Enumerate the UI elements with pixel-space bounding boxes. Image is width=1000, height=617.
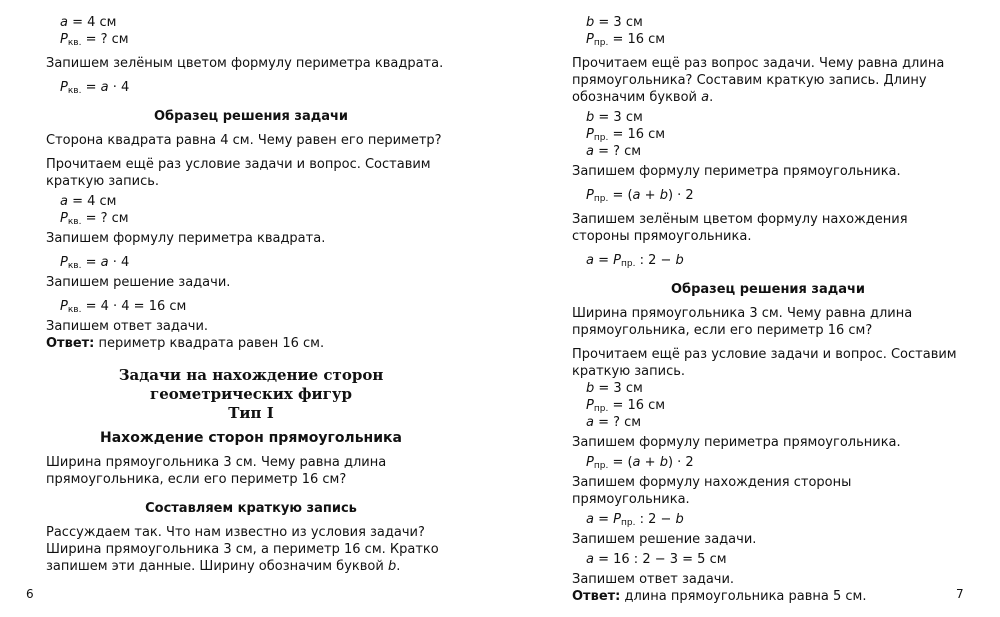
subscript: пр.: [593, 38, 609, 48]
variable: a: [632, 455, 641, 470]
answer-text: длина прямоугольника равна 5 см.: [620, 589, 867, 604]
variable: a: [586, 552, 594, 567]
operator: = (: [608, 455, 633, 470]
value: = 4 см: [67, 15, 117, 30]
text: .: [709, 90, 714, 105]
paragraph: Прочитаем ещё раз условие задачи и вопрос. Составим краткую запись.: [46, 157, 431, 189]
operator: : 2 −: [635, 253, 676, 268]
problem-text: Ширина прямоугольника 3 см. Чему равна длина прямоугольника, если его периметр 16 см?: [46, 455, 387, 487]
subscript: пр.: [593, 133, 609, 143]
given-line: [46, 31, 456, 48]
subscript: кв.: [67, 305, 82, 315]
variable: b: [659, 455, 668, 470]
given-line: [572, 126, 964, 143]
value: = ? см: [593, 415, 642, 430]
problem-text: Сторона квадрата равна 4 см. Чему равен его периметр?: [46, 133, 442, 148]
paragraph: Запишем формулу нахождения стороны прямоугольника.: [572, 475, 852, 507]
variable: a: [100, 255, 109, 270]
formula: [572, 454, 964, 471]
value: = 4 см: [67, 194, 117, 209]
variable: b: [675, 512, 684, 527]
section-title-line: Задачи на нахождение сторон: [118, 366, 384, 384]
paragraph: [572, 55, 964, 106]
variable: a: [586, 253, 594, 268]
subsection-title: Нахождение сторон прямоугольника: [100, 430, 402, 446]
variable: P: [586, 188, 594, 203]
operator: =: [593, 253, 614, 268]
value: = 16 см: [608, 127, 666, 142]
example-heading: Образец решения задачи: [670, 282, 866, 297]
paragraph: Запишем ответ задачи.: [572, 572, 735, 587]
variable: P: [60, 255, 68, 270]
variable: a: [60, 194, 68, 209]
paragraph: Запишем формулу периметра прямоугольника.: [572, 435, 901, 450]
subscript: кв.: [67, 261, 82, 271]
variable: P: [60, 211, 68, 226]
variable: P: [613, 512, 621, 527]
value: = ? см: [593, 144, 642, 159]
value: = 3 см: [594, 381, 643, 396]
answer-line: [46, 335, 456, 352]
subscript: кв.: [67, 217, 82, 227]
answer-text: периметр квадрата равен 16 см.: [94, 336, 325, 351]
value: = 3 см: [594, 15, 643, 30]
given-line: [572, 143, 964, 160]
formula: [46, 254, 456, 271]
solution-formula: [572, 551, 964, 568]
paragraph: Запишем формулу периметра квадрата.: [46, 231, 326, 246]
paragraph: Запишем зелёным цветом формулу периметра квадрата.: [46, 56, 444, 71]
operator: =: [81, 80, 101, 95]
variable: P: [60, 299, 68, 314]
variable: a: [701, 90, 710, 105]
answer-label: Ответ:: [572, 589, 621, 604]
short-record-heading: Составляем краткую запись: [145, 501, 357, 516]
operator: =: [593, 512, 614, 527]
variable: P: [613, 253, 621, 268]
given-line: [572, 109, 964, 126]
variable: b: [586, 15, 595, 30]
right-page: [572, 14, 964, 605]
value: = 16 : 2 − 3 = 5 см: [593, 552, 727, 567]
formula: [572, 511, 964, 528]
given-line: [572, 31, 964, 48]
paragraph: Запишем формулу периметра прямоугольника.: [572, 164, 901, 179]
text: Прочитаем ещё раз вопрос задачи. Чему равна длина прямоугольника? Составим краткую запись. Длину обозначим буквой: [572, 56, 945, 105]
operator: : 2 −: [635, 512, 676, 527]
variable: a: [586, 512, 594, 527]
text: Рассуждаем так. Что нам известно из условия задачи? Ширина прямоугольника 3 см, а периметр 16 см. Кратко запишем эти данные. Ширину обозначим буквой: [46, 525, 439, 574]
variable: a: [586, 415, 594, 430]
operator: +: [640, 188, 660, 203]
value: · 4: [108, 255, 130, 270]
value: · 4: [108, 80, 130, 95]
left-page: [46, 14, 456, 575]
formula: [46, 79, 456, 96]
value: ) · 2: [667, 455, 694, 470]
given-line: [572, 380, 964, 397]
value: = 4 · 4 = 16 см: [81, 299, 187, 314]
value: = ? см: [81, 211, 129, 226]
variable: b: [586, 110, 595, 125]
formula: [572, 187, 964, 204]
solution-formula: [46, 298, 456, 315]
page-number: 6: [26, 587, 34, 601]
value: = 3 см: [594, 110, 643, 125]
variable: a: [60, 15, 68, 30]
given-line: [46, 14, 456, 31]
variable: P: [60, 32, 68, 47]
subscript: пр.: [593, 194, 609, 204]
subscript: пр.: [593, 404, 609, 414]
variable: b: [675, 253, 684, 268]
given-line: [46, 210, 456, 227]
page-number: 7: [956, 587, 964, 601]
given-line: [572, 14, 964, 31]
paragraph: Запишем решение задачи.: [572, 532, 757, 547]
section-title-line: Тип I: [228, 404, 274, 422]
text: .: [396, 559, 401, 574]
variable: P: [586, 127, 594, 142]
subscript: пр.: [593, 461, 609, 471]
variable: a: [632, 188, 641, 203]
given-line: [572, 414, 964, 431]
variable: b: [387, 559, 397, 574]
value: = 16 см: [608, 32, 666, 47]
variable: b: [586, 381, 595, 396]
paragraph: [46, 524, 456, 575]
variable: a: [100, 80, 109, 95]
variable: P: [586, 32, 594, 47]
formula: [572, 252, 964, 269]
value: = 16 см: [608, 398, 666, 413]
value: ) · 2: [667, 188, 694, 203]
given-line: [46, 193, 456, 210]
answer-line: [572, 588, 964, 605]
variable: a: [586, 144, 594, 159]
variable: P: [586, 398, 594, 413]
operator: +: [640, 455, 660, 470]
variable: b: [659, 188, 668, 203]
section-title-line: геометрических фигур: [150, 385, 352, 403]
given-line: [572, 397, 964, 414]
operator: =: [81, 255, 101, 270]
example-heading: Образец решения задачи: [153, 109, 349, 124]
paragraph: Прочитаем ещё раз условие задачи и вопрос. Составим краткую запись.: [572, 347, 957, 379]
paragraph: Запишем зелёным цветом формулу нахождения стороны прямоугольника.: [572, 212, 908, 244]
variable: P: [586, 455, 594, 470]
value: = ? см: [81, 32, 129, 47]
paragraph: Запишем решение задачи.: [46, 275, 231, 290]
operator: = (: [608, 188, 633, 203]
subscript: кв.: [67, 38, 82, 48]
subscript: кв.: [67, 86, 82, 96]
subscript: пр.: [620, 518, 636, 528]
section-title: [46, 366, 456, 423]
paragraph: Запишем ответ задачи.: [46, 319, 209, 334]
answer-label: Ответ:: [46, 336, 95, 351]
problem-text: Ширина прямоугольника 3 см. Чему равна длина прямоугольника, если его периметр 16 см?: [572, 306, 913, 338]
variable: P: [60, 80, 68, 95]
subscript: пр.: [620, 259, 636, 269]
